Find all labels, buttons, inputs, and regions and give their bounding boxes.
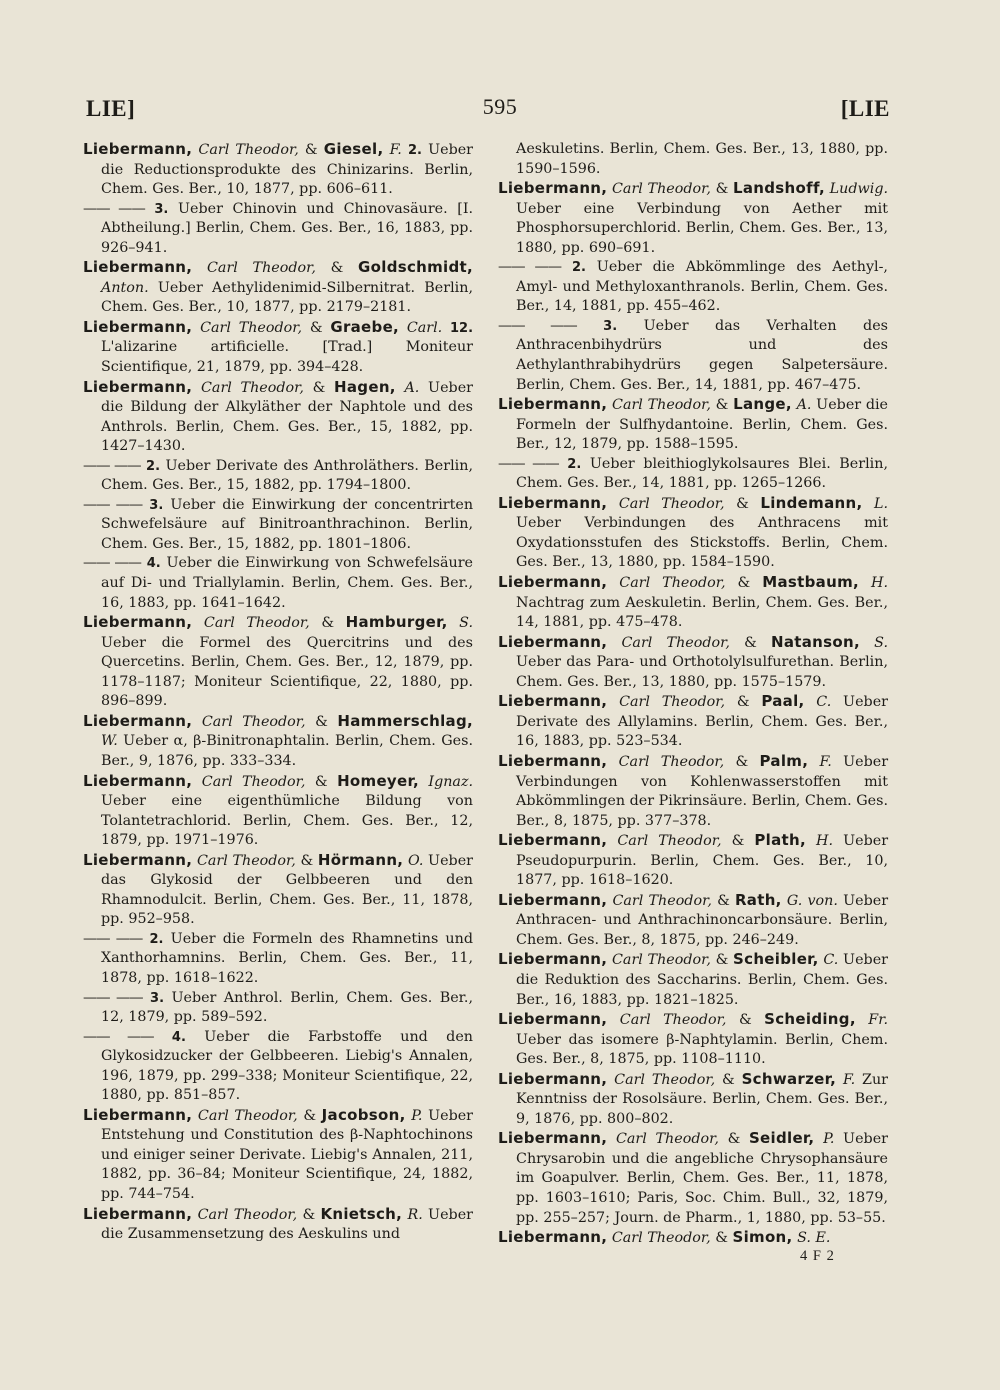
bibliography-entry	[83, 930, 473, 989]
entry-number: 4.	[146, 556, 161, 572]
coauthor-initials: L.	[873, 495, 889, 512]
entry-text: Ueber die Einwirkung von Schwefelsäure auf Di- und Triallylamin. Berlin, Chem. Ges. Ber., 16, 1883, pp. 1641–1642.	[101, 555, 474, 611]
bibliography-entry	[498, 179, 888, 258]
coauthor-initials: W.	[101, 733, 118, 750]
author-name: Liebermann,	[498, 1129, 608, 1148]
coauthor-initials: P.	[823, 1131, 835, 1148]
bibliography-entry	[83, 1028, 473, 1106]
author-forenames: Carl Theodor,	[611, 181, 711, 198]
ampersand: &	[731, 833, 755, 850]
coauthor-name: Hammerschlag,	[337, 711, 474, 730]
ditto-dash: —— ——	[498, 317, 577, 334]
ditto-dash: —— ——	[83, 989, 143, 1006]
coauthor-initials: H.	[816, 833, 834, 850]
ampersand: &	[304, 142, 324, 158]
bibliography-entry	[83, 554, 473, 613]
page-number: 595	[482, 94, 518, 119]
author-forenames: Carl Theodor,	[618, 753, 725, 770]
coauthor-initials: C.	[816, 694, 832, 711]
coauthor-initials: F.	[842, 1071, 856, 1088]
author-name: Liebermann,	[83, 1105, 193, 1124]
coauthor-name: Rath,	[734, 890, 782, 909]
coauthor-name: Mastbaum,	[762, 573, 859, 592]
coauthor-name: Schwarzer,	[741, 1069, 837, 1088]
bibliography-entry	[498, 950, 888, 1010]
entry-number: 3.	[154, 201, 169, 217]
coauthor-name: Landshoff,	[733, 179, 825, 198]
coauthor-name: Hörmann,	[317, 850, 404, 869]
coauthor-name: Palm,	[759, 751, 809, 770]
ditto-dash: —— ——	[83, 200, 145, 217]
entry-text: Ueber die Abkömmlinge des Aethyl-, Amyl- und Methyloxanthranols. Berlin, Chem. Ges. Ber., 14, 1881, pp. 455–462.	[516, 259, 888, 315]
author-forenames: Carl Theodor,	[206, 260, 316, 277]
ampersand: &	[736, 694, 762, 711]
coauthor-initials: C.	[823, 952, 839, 969]
bibliography-entry	[498, 752, 888, 831]
coauthor-name: Knietsch,	[320, 1204, 403, 1223]
bibliography-entry	[498, 140, 888, 179]
ampersand: &	[717, 892, 735, 909]
entry-text: Ueber α, β-Binitronaphtalin. Berlin, Chem. Ges. Ber., 9, 1876, pp. 333–334.	[101, 733, 473, 769]
bibliography-entry	[83, 457, 473, 496]
author-name: Liebermann,	[83, 377, 193, 396]
entry-text: Ueber Aethylidenimid-Silbernitrat. Berlin, Chem. Ges. Ber., 10, 1877, pp. 2179–2181.	[101, 279, 473, 316]
entry-text: Ueber die Einwirkung der concentrirten Schwefelsäure auf Binitroanthrachinon. Berlin, Chem. Ges. Ber., 15, 1882, pp. 1801–1806.	[101, 496, 474, 552]
author-forenames: Carl Theodor,	[619, 694, 726, 711]
entry-text: Ueber Chinovin und Chinovasäure. [I. Abtheilung.] Berlin, Chem. Ges. Ber., 16, 1883, pp. 926–941.	[101, 200, 474, 256]
ampersand: &	[300, 852, 318, 869]
entry-text: Ueber Verbindungen des Anthracens mit Oxydationsstufen des Stickstoffs. Berlin, Chem. Ges. Ber., 13, 1880, pp. 1584–1590.	[516, 515, 888, 571]
author-name: Liebermann,	[83, 317, 193, 336]
signature-mark: 4 F 2	[800, 1248, 835, 1264]
ampersand: &	[315, 713, 338, 730]
ampersand: &	[736, 495, 761, 512]
coauthor-initials: R.	[407, 1206, 423, 1223]
entry-text: Ueber Anthracen- und Anthrachinoncarbonsäure. Berlin, Chem. Ges. Ber., 8, 1875, pp. 246–249.	[516, 892, 889, 948]
author-forenames: Carl Theodor,	[200, 319, 303, 336]
author-name: Liebermann,	[498, 1069, 608, 1088]
author-name: Liebermann,	[83, 258, 193, 277]
ditto-dash: —— ——	[83, 1028, 154, 1045]
bibliography-entry	[83, 200, 473, 259]
author-forenames: Carl Theodor,	[619, 575, 726, 592]
coauthor-initials: P.	[411, 1107, 423, 1124]
entry-text: Ueber bleithioglykolsaures Blei. Berlin, Chem. Ges. Ber., 14, 1881, pp. 1265–1266.	[516, 455, 888, 492]
bibliography-entry	[83, 140, 473, 200]
ampersand: &	[744, 634, 772, 651]
author-forenames: Carl Theodor,	[203, 615, 310, 632]
entry-text: Ueber Entstehung und Constitution des β-Naphtochinons und einiger seiner Derivate. Liebig's Annalen, 211, 1882, pp. 36–84; Moniteur Scientifique, 24, 1882, pp. 744–754.	[101, 1107, 474, 1202]
entry-text: Ueber die Formeln des Rhamnetins und Xanthorhamnins. Berlin, Chem. Ges. Ber., 11, 1878, pp. 1618–1622.	[101, 930, 474, 986]
entry-text: Ueber Derivate des Anthroläthers. Berlin, Chem. Ges. Ber., 15, 1882, pp. 1794–1800.	[101, 457, 474, 494]
author-name: Liebermann,	[498, 890, 608, 909]
author-name: Liebermann,	[498, 692, 608, 711]
ampersand: &	[715, 181, 734, 198]
author-forenames: Carl Theodor,	[201, 773, 306, 790]
bibliography-entry	[498, 831, 888, 891]
entry-text: Ueber die Bildung der Alkyläther der Naphtole und des Anthrols. Berlin, Chem. Ges. Ber., 15, 1882, pp. 1427–1430.	[101, 379, 474, 455]
ampersand: &	[738, 1012, 765, 1029]
coauthor-name: Graebe,	[330, 317, 400, 336]
entry-text: Ueber Chrysarobin und die angebliche Chrysophansäure im Goapulver. Berlin, Chem. Ges. Ber., 11, 1878, pp. 1603–1610; Paris, Soc. Chim. Bull., 32, 1879, pp. 255–257; Journ. de Pharm., 1, 1880, pp. 53–55.	[516, 1131, 889, 1226]
coauthor-initials: H.	[871, 575, 889, 592]
entry-number: 4.	[171, 1029, 186, 1045]
running-head-right: [LIE	[840, 96, 890, 121]
entry-text: Ueber eine eigenthümliche Bildung von Tolantetrachlorid. Berlin, Chem. Ges. Ber., 12, 1879, pp. 1971–1976.	[101, 793, 473, 849]
author-name: Liebermann,	[498, 831, 608, 850]
ampersand: &	[737, 575, 763, 592]
coauthor-name: Natanson,	[771, 632, 860, 651]
author-name: Liebermann,	[498, 493, 608, 512]
right-column	[498, 140, 888, 1249]
ampersand: &	[314, 773, 338, 790]
bibliography-entry	[498, 1228, 888, 1249]
bibliography-entry	[498, 1129, 888, 1228]
bibliography-entry	[498, 692, 888, 752]
bibliography-entry	[498, 1070, 888, 1130]
coauthor-initials: S. E.	[797, 1230, 831, 1247]
bibliography-entry	[83, 712, 473, 772]
bibliography-entry	[498, 455, 888, 494]
entry-number: 3.	[150, 990, 165, 1006]
entry-number: 2.	[149, 931, 164, 947]
entry-text: Ueber Verbindungen von Kohlenwasserstoffen mit Abkömmlingen der Pikrinsäure. Berlin, Chem. Ges. Ber., 8, 1875, pp. 377–378.	[516, 753, 889, 829]
ampersand: &	[735, 753, 760, 770]
bibliography-entry	[83, 258, 473, 318]
author-name: Liebermann,	[498, 1228, 608, 1247]
coauthor-initials: S.	[874, 634, 889, 651]
entry-text: Ueber das Para- und Orthotolylsulfurethan. Berlin, Chem. Ges. Ber., 13, 1880, pp. 1575–1579.	[516, 654, 888, 690]
author-name: Liebermann,	[498, 950, 608, 969]
coauthor-name: Simon,	[732, 1228, 793, 1247]
coauthor-name: Lindemann,	[760, 493, 863, 512]
coauthor-initials: S.	[459, 615, 474, 632]
bibliography-entry	[83, 318, 473, 378]
coauthor-initials: G. von.	[786, 892, 838, 909]
entry-text: Ueber die Farbstoffe und den Glykosidzucker der Gelbbeeren. Liebig's Annalen, 196, 1879, pp. 299–338; Moniteur Scientifique, 22, 1880, pp. 851–857.	[101, 1028, 473, 1104]
bibliography-entry	[498, 317, 888, 395]
ditto-dash: —— ——	[498, 259, 562, 276]
author-forenames: Carl Theodor,	[617, 833, 722, 850]
coauthor-name: Seidler,	[748, 1129, 815, 1148]
coauthor-initials: Fr.	[868, 1012, 889, 1029]
author-name: Liebermann,	[498, 395, 608, 414]
entry-number: 12.	[450, 320, 474, 336]
author-forenames: Carl Theodor,	[197, 1206, 298, 1223]
coauthor-name: Giesel,	[323, 140, 384, 158]
author-name: Liebermann,	[498, 751, 608, 770]
author-name: Liebermann,	[83, 1204, 193, 1223]
coauthor-initials: Carl.	[406, 319, 443, 336]
bibliography-entry	[498, 494, 888, 573]
ampersand: &	[312, 379, 335, 396]
author-name: Liebermann,	[498, 179, 608, 198]
coauthor-name: Hamburger,	[345, 613, 448, 632]
entry-text: Nachtrag zum Aeskuletin. Berlin, Chem. Ges. Ber., 14, 1881, pp. 475–478.	[516, 594, 888, 631]
bibliography-entry	[83, 772, 473, 851]
entry-text: Ueber eine Verbindung von Aether mit Phosphorsuperchlorid. Berlin, Chem. Ges. Ber., 13, 1880, pp. 690–691.	[516, 200, 888, 256]
author-forenames: Carl Theodor,	[197, 1107, 298, 1124]
entry-text: Ueber die Zusammensetzung des Aeskulins und	[101, 1206, 474, 1243]
coauthor-initials: Anton.	[101, 279, 149, 296]
entry-number: 2.	[571, 260, 586, 276]
entry-text: Ueber das Glykosid der Gelbbeeren und den Rhamnodulcit. Berlin, Chem. Ges. Ber., 11, 1878, pp. 952–958.	[101, 852, 473, 928]
entry-text: Zur Kenntniss der Rosolsäure. Berlin, Chem. Ges. Ber., 9, 1876, pp. 800–802.	[516, 1071, 889, 1127]
author-name: Liebermann,	[498, 632, 608, 651]
ampersand: &	[303, 1107, 322, 1124]
coauthor-name: Plath,	[754, 831, 806, 850]
author-forenames: Carl Theodor,	[618, 495, 725, 512]
author-forenames: Carl Theodor,	[612, 397, 711, 414]
running-head-left: LIE]	[86, 96, 136, 121]
entry-text: Ueber Pseudopurpurin. Berlin, Chem. Ges. Ber., 10, 1877, pp. 1618–1620.	[516, 833, 889, 889]
author-forenames: Carl Theodor,	[615, 1131, 719, 1148]
ampersand: &	[330, 260, 359, 277]
author-forenames: Carl Theodor,	[614, 1071, 716, 1088]
bibliography-entry	[83, 851, 473, 930]
entry-text: Ueber das Verhalten des Anthracenbihydrürs und des Aethylanthrabihydrürs gegen Salpetersäure. Berlin, Chem. Ges. Ber., 14, 1881, pp. 467–475.	[516, 317, 889, 393]
entry-number: 3.	[603, 318, 618, 334]
entry-text: Aeskuletins. Berlin, Chem. Ges. Ber., 13, 1880, pp. 1590–1596.	[516, 141, 888, 177]
coauthor-name: Lange,	[733, 395, 792, 414]
entry-text: Ueber die Formeln der Sulfhydantoine. Berlin, Chem. Ges. Ber., 12, 1879, pp. 1588–1595.	[516, 397, 888, 453]
author-name: Liebermann,	[83, 613, 193, 632]
coauthor-name: Paal,	[761, 692, 805, 711]
coauthor-name: Goldschmidt,	[358, 258, 474, 277]
entry-number: 2.	[146, 458, 161, 474]
author-forenames: Carl Theodor,	[611, 1230, 711, 1247]
coauthor-name: Homeyer,	[337, 771, 419, 790]
ampersand: &	[715, 952, 734, 969]
ditto-dash: —— ——	[83, 555, 141, 572]
bibliography-entry	[498, 258, 888, 317]
author-forenames: Carl Theodor,	[201, 713, 306, 730]
author-forenames: Carl Theodor,	[200, 379, 304, 396]
bibliography-entry	[498, 395, 888, 455]
ampersand: &	[715, 397, 734, 414]
ditto-dash: —— ——	[83, 930, 143, 947]
ampersand: &	[715, 1230, 733, 1247]
bibliography-entry	[83, 378, 473, 457]
coauthor-name: Hagen,	[334, 377, 396, 396]
entry-text: Ueber die Reductionsprodukte des Chinizarins. Berlin, Chem. Ges. Ber., 10, 1877, pp. 606–611.	[101, 142, 474, 198]
author-name: Liebermann,	[83, 850, 193, 869]
entry-text: Ueber Anthrol. Berlin, Chem. Ges. Ber., 12, 1879, pp. 589–592.	[101, 989, 474, 1026]
entry-number: 2.	[407, 143, 422, 158]
coauthor-name: Scheibler,	[733, 950, 819, 969]
coauthor-initials: Ignaz.	[428, 773, 474, 790]
author-name: Liebermann,	[498, 1010, 608, 1029]
ampersand: &	[309, 319, 331, 336]
entry-number: 2.	[567, 456, 582, 472]
entry-text: Ueber die Reduktion des Saccharins. Berlin, Chem. Ges. Ber., 16, 1883, pp. 1821–1825.	[516, 952, 888, 1008]
bibliography-entry	[498, 891, 888, 951]
bibliography-entry	[83, 1205, 473, 1245]
author-forenames: Carl Theodor,	[612, 892, 712, 909]
author-name: Liebermann,	[83, 771, 193, 790]
bibliography-entry	[83, 989, 473, 1028]
entry-text: Ueber das isomere β-Naphtylamin. Berlin, Chem. Ges. Ber., 8, 1875, pp. 1108–1110.	[516, 1031, 888, 1068]
author-forenames: Carl Theodor,	[196, 852, 296, 869]
bibliography-entry	[83, 613, 473, 712]
author-name: Liebermann,	[83, 711, 193, 730]
entry-text: L'alizarine artificielle. [Trad.] Moniteur Scientifique, 21, 1879, pp. 394–428.	[101, 339, 473, 376]
entry-text: Ueber Derivate des Allylamins. Berlin, Chem. Ges. Ber., 16, 1883, pp. 523–534.	[516, 694, 889, 750]
bibliography-entry	[498, 1010, 888, 1070]
coauthor-initials: O.	[407, 852, 424, 869]
coauthor-initials: F.	[389, 142, 402, 158]
author-forenames: Carl Theodor,	[619, 1012, 727, 1029]
ditto-dash: —— ——	[83, 457, 141, 474]
ampersand: &	[722, 1071, 742, 1088]
entry-number: 3.	[149, 497, 164, 513]
coauthor-initials: A.	[404, 379, 420, 396]
bibliography-entry	[498, 633, 888, 693]
entry-text: Ueber die Formel des Quercitrins und des Quercetins. Berlin, Chem. Ges. Ber., 12, 1879, pp. 1178–1187; Moniteur Scientifique, 22, 1880, pp. 896–899.	[101, 634, 473, 710]
coauthor-initials: A.	[796, 397, 812, 414]
bibliography-entry	[83, 496, 473, 555]
author-name: Liebermann,	[498, 573, 608, 592]
ditto-dash: —— ——	[498, 455, 559, 472]
author-forenames: Carl Theodor,	[611, 952, 711, 969]
left-column	[83, 140, 473, 1245]
author-forenames: Carl Theodor,	[621, 634, 730, 651]
bibliography-entry	[83, 1106, 473, 1205]
coauthor-initials: Ludwig.	[829, 181, 889, 198]
ditto-dash: —— ——	[83, 496, 143, 513]
author-forenames: Carl Theodor,	[198, 142, 299, 158]
ampersand: &	[727, 1131, 749, 1148]
ampersand: &	[321, 615, 346, 632]
author-name: Liebermann,	[83, 140, 193, 158]
coauthor-name: Jacobson,	[321, 1105, 406, 1124]
coauthor-initials: F.	[819, 753, 832, 770]
bibliography-entry	[498, 573, 888, 633]
coauthor-name: Scheiding,	[764, 1010, 856, 1029]
ampersand: &	[302, 1206, 321, 1223]
